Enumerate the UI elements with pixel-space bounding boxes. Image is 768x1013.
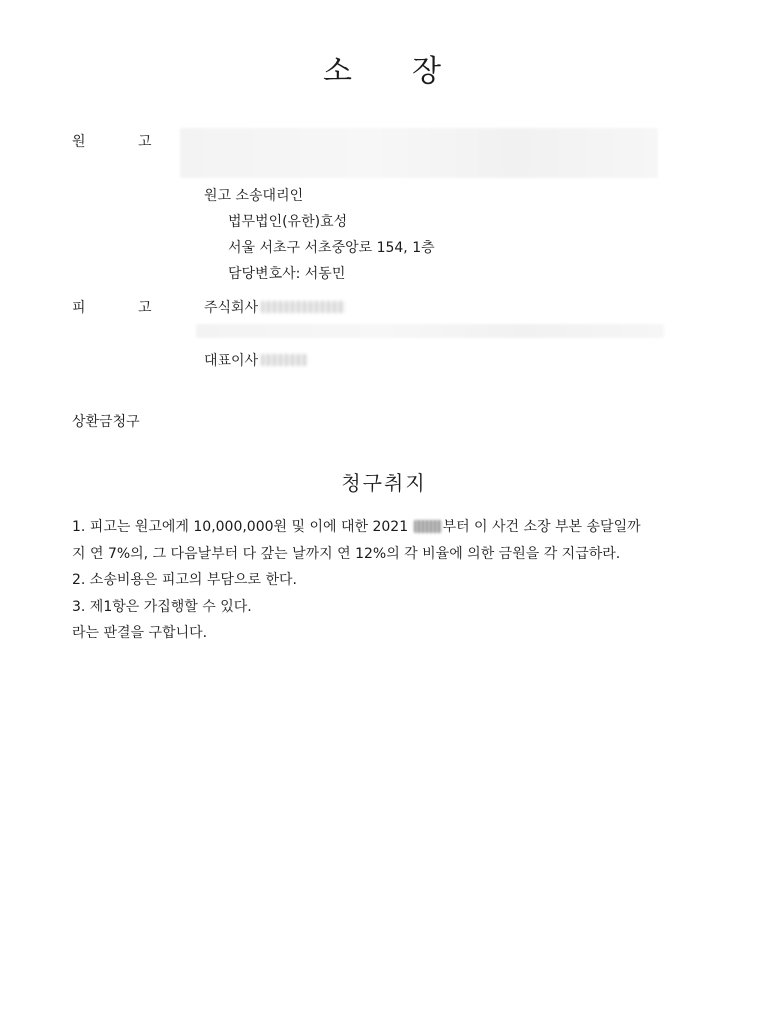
plaintiff-label [72, 131, 152, 151]
plaintiff-label-char-2: 고 [138, 134, 152, 150]
defendant-label-char-1: 피 [72, 300, 86, 316]
claim-item-2: 2. 소송비용은 피고의 부담으로 한다. [72, 572, 297, 588]
claim-item-1-line-2: 지 연 7%의, 그 다음날부터 다 갚는 날까지 연 12%의 각 비율에 의한 금원을 각 지급하라. [72, 546, 621, 562]
plaintiff-address: 서울 서초구 서초중앙로 154, 1층 [228, 240, 435, 256]
defendant-representative [204, 350, 307, 370]
title-char-1: 소 [323, 54, 356, 89]
case-name: 상환금청구 [72, 414, 140, 430]
claim-item-1-text-b: 부터 이 사건 소장 부본 송달일까 [442, 519, 641, 535]
claim-heading: 청구취지 [341, 471, 427, 495]
plaintiff-agent-heading: 원고 소송대리인 [204, 188, 304, 204]
plaintiff-redacted-block [180, 128, 658, 178]
defendant-representative-redacted [261, 354, 307, 366]
title-char-2: 장 [412, 54, 445, 89]
claim-closing: 라는 판결을 구합니다. [72, 625, 208, 641]
defendant-company [204, 297, 345, 317]
plaintiff-firm: 법무법인(유한)효성 [228, 214, 348, 230]
claim-item-3: 3. 제1항은 가집행할 수 있다. [72, 599, 252, 615]
defendant-representative-prefix: 대표이사 [204, 353, 259, 369]
plaintiff-attorney: 담당변호사: 서동민 [228, 266, 346, 282]
claim-item-1-line-1 [72, 516, 641, 536]
claim-date-redacted [414, 520, 442, 533]
claim-item-1-text-a: 1. 피고는 원고에게 10,000,000원 및 이에 대한 2021 [72, 519, 413, 535]
defendant-company-prefix: 주식회사 [204, 300, 259, 316]
defendant-label-char-2: 고 [138, 300, 152, 316]
plaintiff-label-char-1: 원 [72, 134, 86, 150]
defendant-label [72, 297, 152, 317]
defendant-address-redacted [196, 324, 664, 338]
document-title [0, 46, 768, 90]
defendant-company-redacted [261, 301, 345, 313]
